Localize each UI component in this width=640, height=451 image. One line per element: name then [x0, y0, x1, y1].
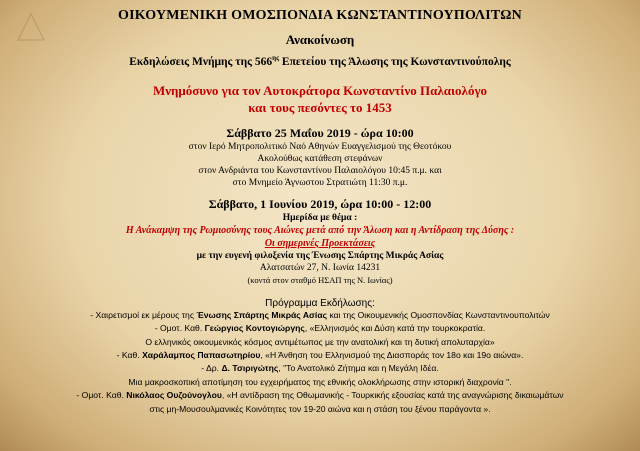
event1-line: Ακολούθως κατάθεση στεφάνων	[257, 153, 383, 164]
event2-address: Αλατσατών 27, Ν. Ιωνία 14231	[259, 262, 381, 273]
program-item: - Χαιρετισμοί εκ μέρους της Ένωσης Σπάρτης Μικράς Ασίας και της Οικουμενικής Ομοσπονδίας Κωνσταντινουπολιτών	[90, 309, 550, 320]
program-item: - Καθ. Χαράλαμπος Παπασωτηρίου, «Η Άνθηση του Ελληνισμού της Διασποράς τον 18ο και 19ο αιώνα».	[116, 350, 524, 361]
program-title: Πρόγραμμα Εκδήλωσης:	[265, 297, 375, 309]
event2-directions: (κοντά στον σταθμό ΗΣΑΠ της Ν. Ιωνίας)	[247, 274, 393, 285]
event1-line: στον Ανδριάντα του Κωνσταντίνου Παλαιολόγου 10:45 π.μ. και	[198, 165, 442, 176]
emblem-icon	[14, 10, 48, 46]
event1-line: στον Ιερό Μητροπολιτικό Ναό Αθηνών Ευαγγελισμού της Θεοτόκου	[188, 141, 452, 152]
event2-date: Σάββατο, 1 Ιουνίου 2019, ώρα 10:00 - 12:00	[208, 196, 432, 211]
event2-theme-line-1: Η Ανάκαμψη της Ρωμιοσύνης τους Αιώνες μετά από την Άλωση και η Αντίδραση της Δύσης :	[125, 224, 515, 236]
event1-date: Σάββατο 25 Μαΐου 2019 - ώρα 10:00	[226, 125, 414, 140]
events-title: Εκδηλώσεις Μνήμης της $566^{\eta\varsigma}$ Επετείου της Άλωσης της Κωνσταντινούπολης	[129, 54, 511, 68]
memorial-line-1: Μνημόσυνο για τον Αυτοκράτορα Κωνσταντίνο Παλαιολόγο	[152, 82, 488, 98]
event1-details	[0, 141, 640, 189]
program-item: στις μη-Μουσουλμανικές Κοινότητες τον 19-20 αιώνα και η στάση του ξένου παράγοντα ».	[149, 403, 491, 414]
org-title: ΟΙΚΟΥΜΕΝΙΚΗ ΟΜΟΣΠΟΝΔΙΑ ΚΩΝΣΤΑΝΤΙΝΟΥΠΟΛΙΤΩΝ	[118, 8, 522, 23]
program-list	[0, 309, 640, 416]
program-item: - Ομοτ. Καθ. Γεώργιος Κοντογιώργης, «Ελληνισμός και Δύση κατά την τουρκοκρατία.	[154, 323, 486, 334]
program-item: Μια μακροσκοπική αποτίμηση του εγχειρήματος της εθνικής ολοκλήρωσης στην ιστορική διαχρονία ".	[128, 376, 512, 387]
announcement-heading: Ανακοίνωση	[285, 32, 355, 47]
memorial-line-2: και τους πεσόντες το 1453	[248, 99, 392, 115]
event2-subtitle: Ημερίδα με θέμα :	[282, 212, 358, 223]
event2-hospitality: με την ευγενή φιλοξενία της Ένωσης Σπάρτης Μικράς Ασίας	[196, 250, 444, 261]
program-item: - Δρ. Δ. Τσιριγώτης, "Το Ανατολικό Ζήτημα και η Μεγάλη Ιδέα.	[201, 363, 439, 374]
program-item: Ο ελληνικός οικουμενικός κόσμος αντιμέτωπος με την ανατολική και τη δυτική απολυταρχία»	[145, 336, 495, 347]
program-item: - Ομοτ. Καθ. Νικόλαος Ουζούνογλου, «Η αντίδραση της Οθωμανικής - Τουρκικής εξουσίας κατά της αναγνώρισης δικαιωμάτων	[76, 390, 564, 401]
event1-line: στο Μνημείο Άγνωστου Στρατιώτη 11:30 π.μ.	[232, 177, 408, 188]
event2-theme-line-2: Οι σημερινές Προεκτάσεις	[264, 237, 376, 249]
memorial-heading	[0, 82, 640, 116]
